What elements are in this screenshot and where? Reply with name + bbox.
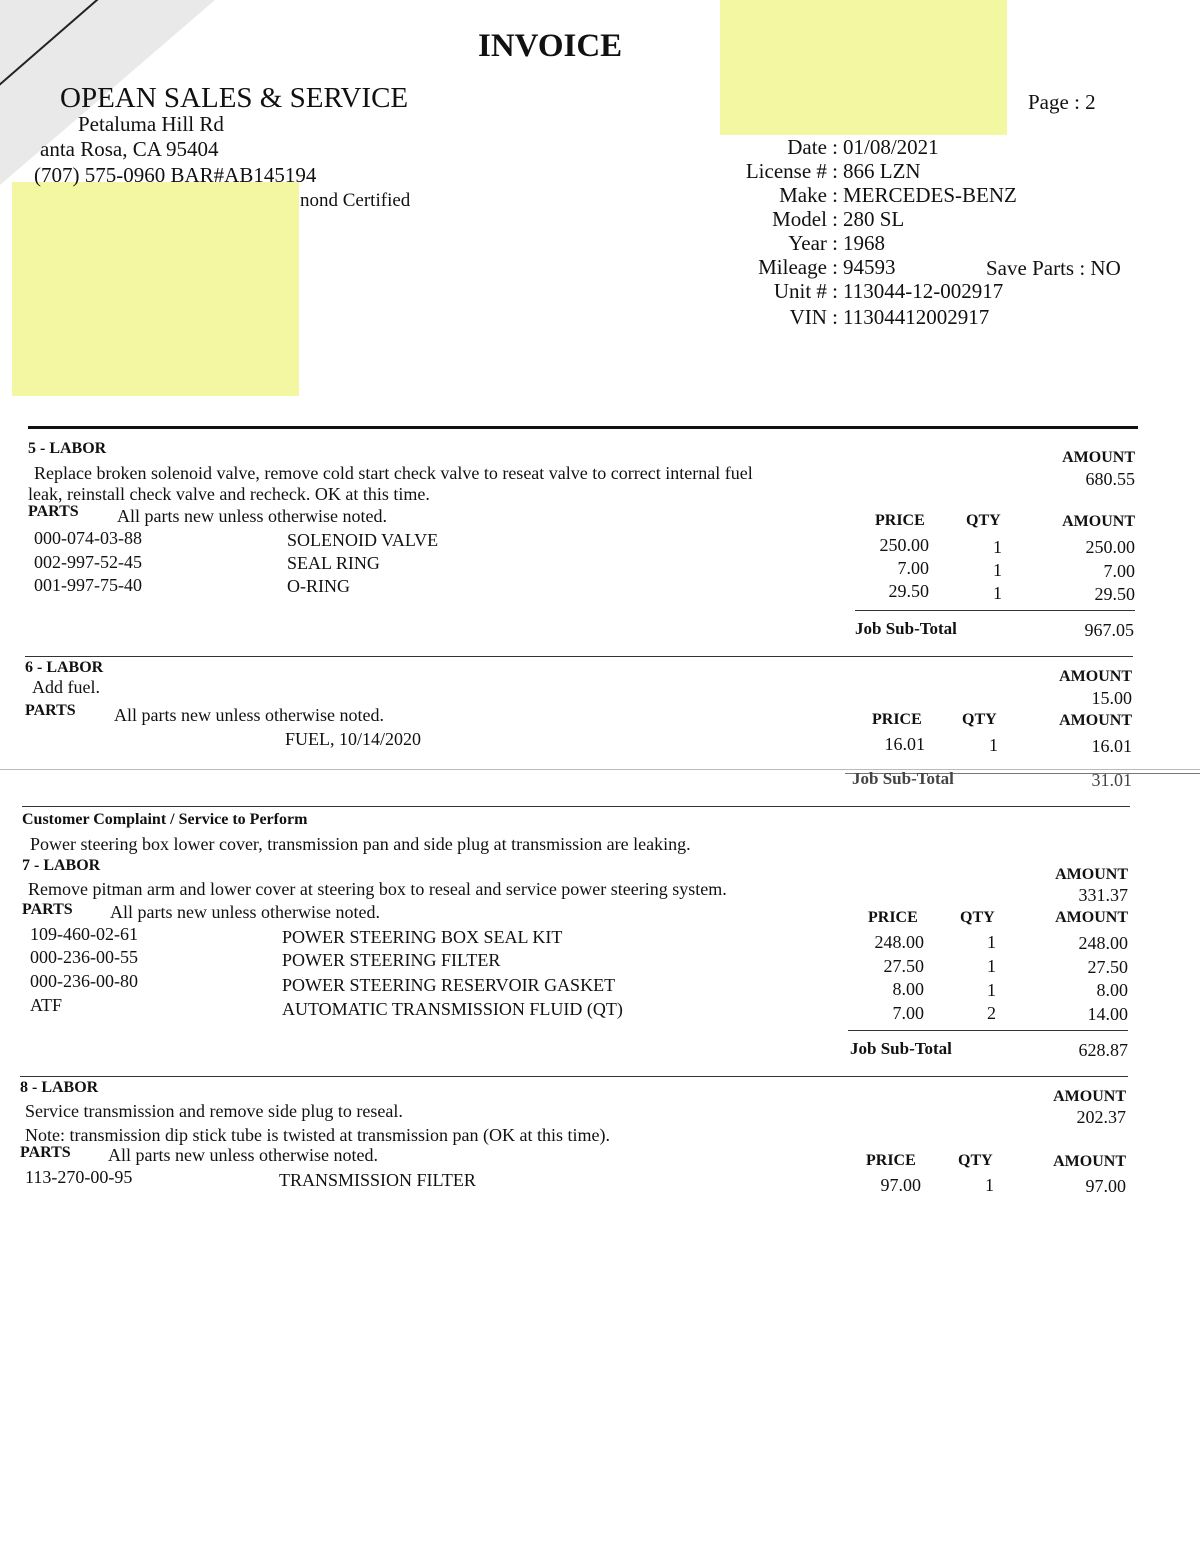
parts-label: PARTS: [20, 1144, 71, 1161]
page-number: Page : 2: [1028, 90, 1096, 114]
part-price: 7.00: [892, 1003, 924, 1023]
model-label: Model :: [772, 207, 838, 231]
part-qty: 1: [987, 956, 996, 976]
shop-name: OPEAN SALES & SERVICE: [60, 82, 409, 114]
job-divider: [22, 806, 1130, 807]
part-number: 002-997-52-45: [34, 552, 142, 572]
job-description: Remove pitman arm and lower cover at steering box to reseal and service power steering system.: [28, 879, 727, 899]
qty-header: QTY: [958, 1152, 993, 1169]
part-amount: 14.00: [1087, 1004, 1128, 1024]
part-qty: 1: [989, 735, 998, 755]
part-amount: 248.00: [1078, 933, 1128, 953]
qty-header: QTY: [962, 711, 997, 728]
part-amount: 8.00: [1096, 980, 1128, 1000]
job-divider: [20, 1076, 1128, 1077]
labor-amount: 331.37: [1078, 885, 1128, 905]
invoice-title: INVOICE: [478, 28, 623, 64]
labor-amount: 15.00: [1091, 688, 1132, 708]
part-price: 16.01: [884, 734, 925, 754]
parts-label: PARTS: [22, 901, 73, 918]
part-price: 97.00: [880, 1175, 921, 1195]
date-value: 01/08/2021: [843, 135, 939, 159]
price-header: PRICE: [872, 711, 922, 728]
job-title: 6 - LABOR: [25, 659, 104, 676]
job-title: 8 - LABOR: [20, 1079, 99, 1096]
price-header: PRICE: [875, 512, 925, 529]
labor-amount: 202.37: [1076, 1107, 1126, 1127]
shop-street: Petaluma Hill Rd: [78, 112, 224, 136]
header-divider: [28, 426, 1138, 429]
price-header: PRICE: [866, 1152, 916, 1169]
job-title: 7 - LABOR: [22, 857, 101, 874]
labor-amount-header: AMOUNT: [1053, 1088, 1126, 1105]
parts-note: All parts new unless otherwise noted.: [114, 705, 384, 725]
part-amount: 27.50: [1087, 957, 1128, 977]
part-description: FUEL, 10/14/2020: [285, 729, 422, 749]
shop-certification: nond Certified: [300, 190, 411, 211]
job-title: 5 - LABOR: [28, 440, 107, 457]
job-subtotal-label: Job Sub-Total: [855, 619, 957, 638]
model-value: 280 SL: [843, 207, 905, 231]
parts-note: All parts new unless otherwise noted.: [108, 1145, 378, 1165]
job-subtotal-label: Job Sub-Total: [850, 1039, 952, 1058]
part-description: AUTOMATIC TRANSMISSION FLUID (QT): [282, 999, 623, 1019]
part-number: 000-236-00-55: [30, 947, 138, 967]
save-parts: Save Parts : NO: [986, 256, 1121, 280]
date-label: Date :: [787, 135, 838, 159]
part-number: 113-270-00-95: [25, 1167, 133, 1187]
part-number: 000-074-03-88: [34, 528, 142, 548]
subtotal-divider: [848, 1030, 1128, 1031]
make-value: MERCEDES-BENZ: [843, 183, 1017, 207]
part-description: TRANSMISSION FILTER: [279, 1170, 476, 1190]
subtotal-divider: [855, 610, 1135, 611]
part-qty: 1: [985, 1175, 994, 1195]
complaint-label: Customer Complaint / Service to Perform: [22, 811, 308, 828]
license-label: License # :: [745, 159, 838, 183]
job-subtotal-label: Job Sub-Total: [852, 769, 954, 788]
part-description: SEAL RING: [287, 553, 380, 573]
parts-label: PARTS: [25, 702, 76, 719]
part-amount: 250.00: [1085, 537, 1135, 557]
shop-city: anta Rosa, CA 95404: [40, 137, 219, 161]
part-amount: 16.01: [1091, 736, 1132, 756]
mileage-label: Mileage :: [758, 255, 838, 279]
job-description: Add fuel.: [32, 677, 100, 697]
vin-label: VIN :: [789, 305, 838, 329]
sticky-note-top: [720, 0, 1007, 135]
parts-note: All parts new unless otherwise noted.: [110, 902, 380, 922]
job-subtotal-value: 967.05: [1084, 620, 1134, 640]
job-description: Service transmission and remove side plug to reseal.: [25, 1101, 403, 1121]
job-divider: [25, 656, 1133, 657]
parts-label: PARTS: [28, 503, 79, 520]
part-description: POWER STEERING BOX SEAL KIT: [282, 927, 563, 947]
year-label: Year :: [788, 231, 838, 255]
part-qty: 1: [987, 980, 996, 1000]
part-number: 001-997-75-40: [34, 575, 142, 595]
part-amount: 97.00: [1085, 1176, 1126, 1196]
job-description: leak, reinstall check valve and recheck. OK at this time.: [28, 484, 430, 504]
amount-header: AMOUNT: [1053, 1153, 1126, 1170]
labor-amount-header: AMOUNT: [1059, 668, 1132, 685]
job-subtotal-value: 628.87: [1078, 1040, 1128, 1060]
parts-note: All parts new unless otherwise noted.: [117, 506, 387, 526]
labor-amount: 680.55: [1085, 469, 1135, 489]
unit-value: 113044-12-002917: [843, 279, 1004, 303]
part-qty: 1: [987, 932, 996, 952]
sticky-note-left: [12, 182, 299, 396]
part-amount: 29.50: [1094, 584, 1135, 604]
part-qty: 1: [993, 583, 1002, 603]
job-subtotal-value: 31.01: [1091, 770, 1132, 790]
part-description: POWER STEERING RESERVOIR GASKET: [282, 975, 616, 995]
labor-amount-header: AMOUNT: [1062, 449, 1135, 466]
part-price: 248.00: [874, 932, 924, 952]
part-price: 250.00: [879, 535, 929, 555]
year-value: 1968: [843, 231, 885, 255]
part-price: 7.00: [897, 558, 929, 578]
part-qty: 2: [987, 1003, 996, 1023]
part-number: ATF: [30, 995, 63, 1015]
labor-amount-header: AMOUNT: [1055, 866, 1128, 883]
license-value: 866 LZN: [843, 159, 921, 183]
part-description: O-RING: [287, 576, 350, 596]
job-description: Replace broken solenoid valve, remove cold start check valve to reseat valve to correct internal fuel: [34, 463, 753, 483]
part-price: 8.00: [892, 979, 924, 999]
make-label: Make :: [779, 183, 838, 207]
part-amount: 7.00: [1103, 561, 1135, 581]
part-price: 27.50: [883, 956, 924, 976]
qty-header: QTY: [966, 512, 1001, 529]
part-number: 109-460-02-61: [30, 924, 138, 944]
amount-header: AMOUNT: [1055, 909, 1128, 926]
price-header: PRICE: [868, 909, 918, 926]
amount-header: AMOUNT: [1059, 712, 1132, 729]
part-number: 000-236-00-80: [30, 971, 138, 991]
shop-phone: (707) 575-0960 BAR#AB145194: [34, 163, 317, 187]
part-description: POWER STEERING FILTER: [282, 950, 501, 970]
vin-value: 11304412002917: [843, 305, 990, 329]
unit-label: Unit # :: [773, 279, 838, 303]
part-price: 29.50: [888, 581, 929, 601]
amount-header: AMOUNT: [1062, 513, 1135, 530]
qty-header: QTY: [960, 909, 995, 926]
part-qty: 1: [993, 537, 1002, 557]
complaint-text: Power steering box lower cover, transmission pan and side plug at transmission are leaking.: [30, 834, 691, 854]
part-description: SOLENOID VALVE: [287, 530, 439, 550]
paper-crease: [0, 769, 1200, 770]
mileage-value: 94593: [843, 255, 896, 279]
part-qty: 1: [993, 560, 1002, 580]
job-description: Note: transmission dip stick tube is twisted at transmission pan (OK at this time).: [25, 1125, 610, 1145]
